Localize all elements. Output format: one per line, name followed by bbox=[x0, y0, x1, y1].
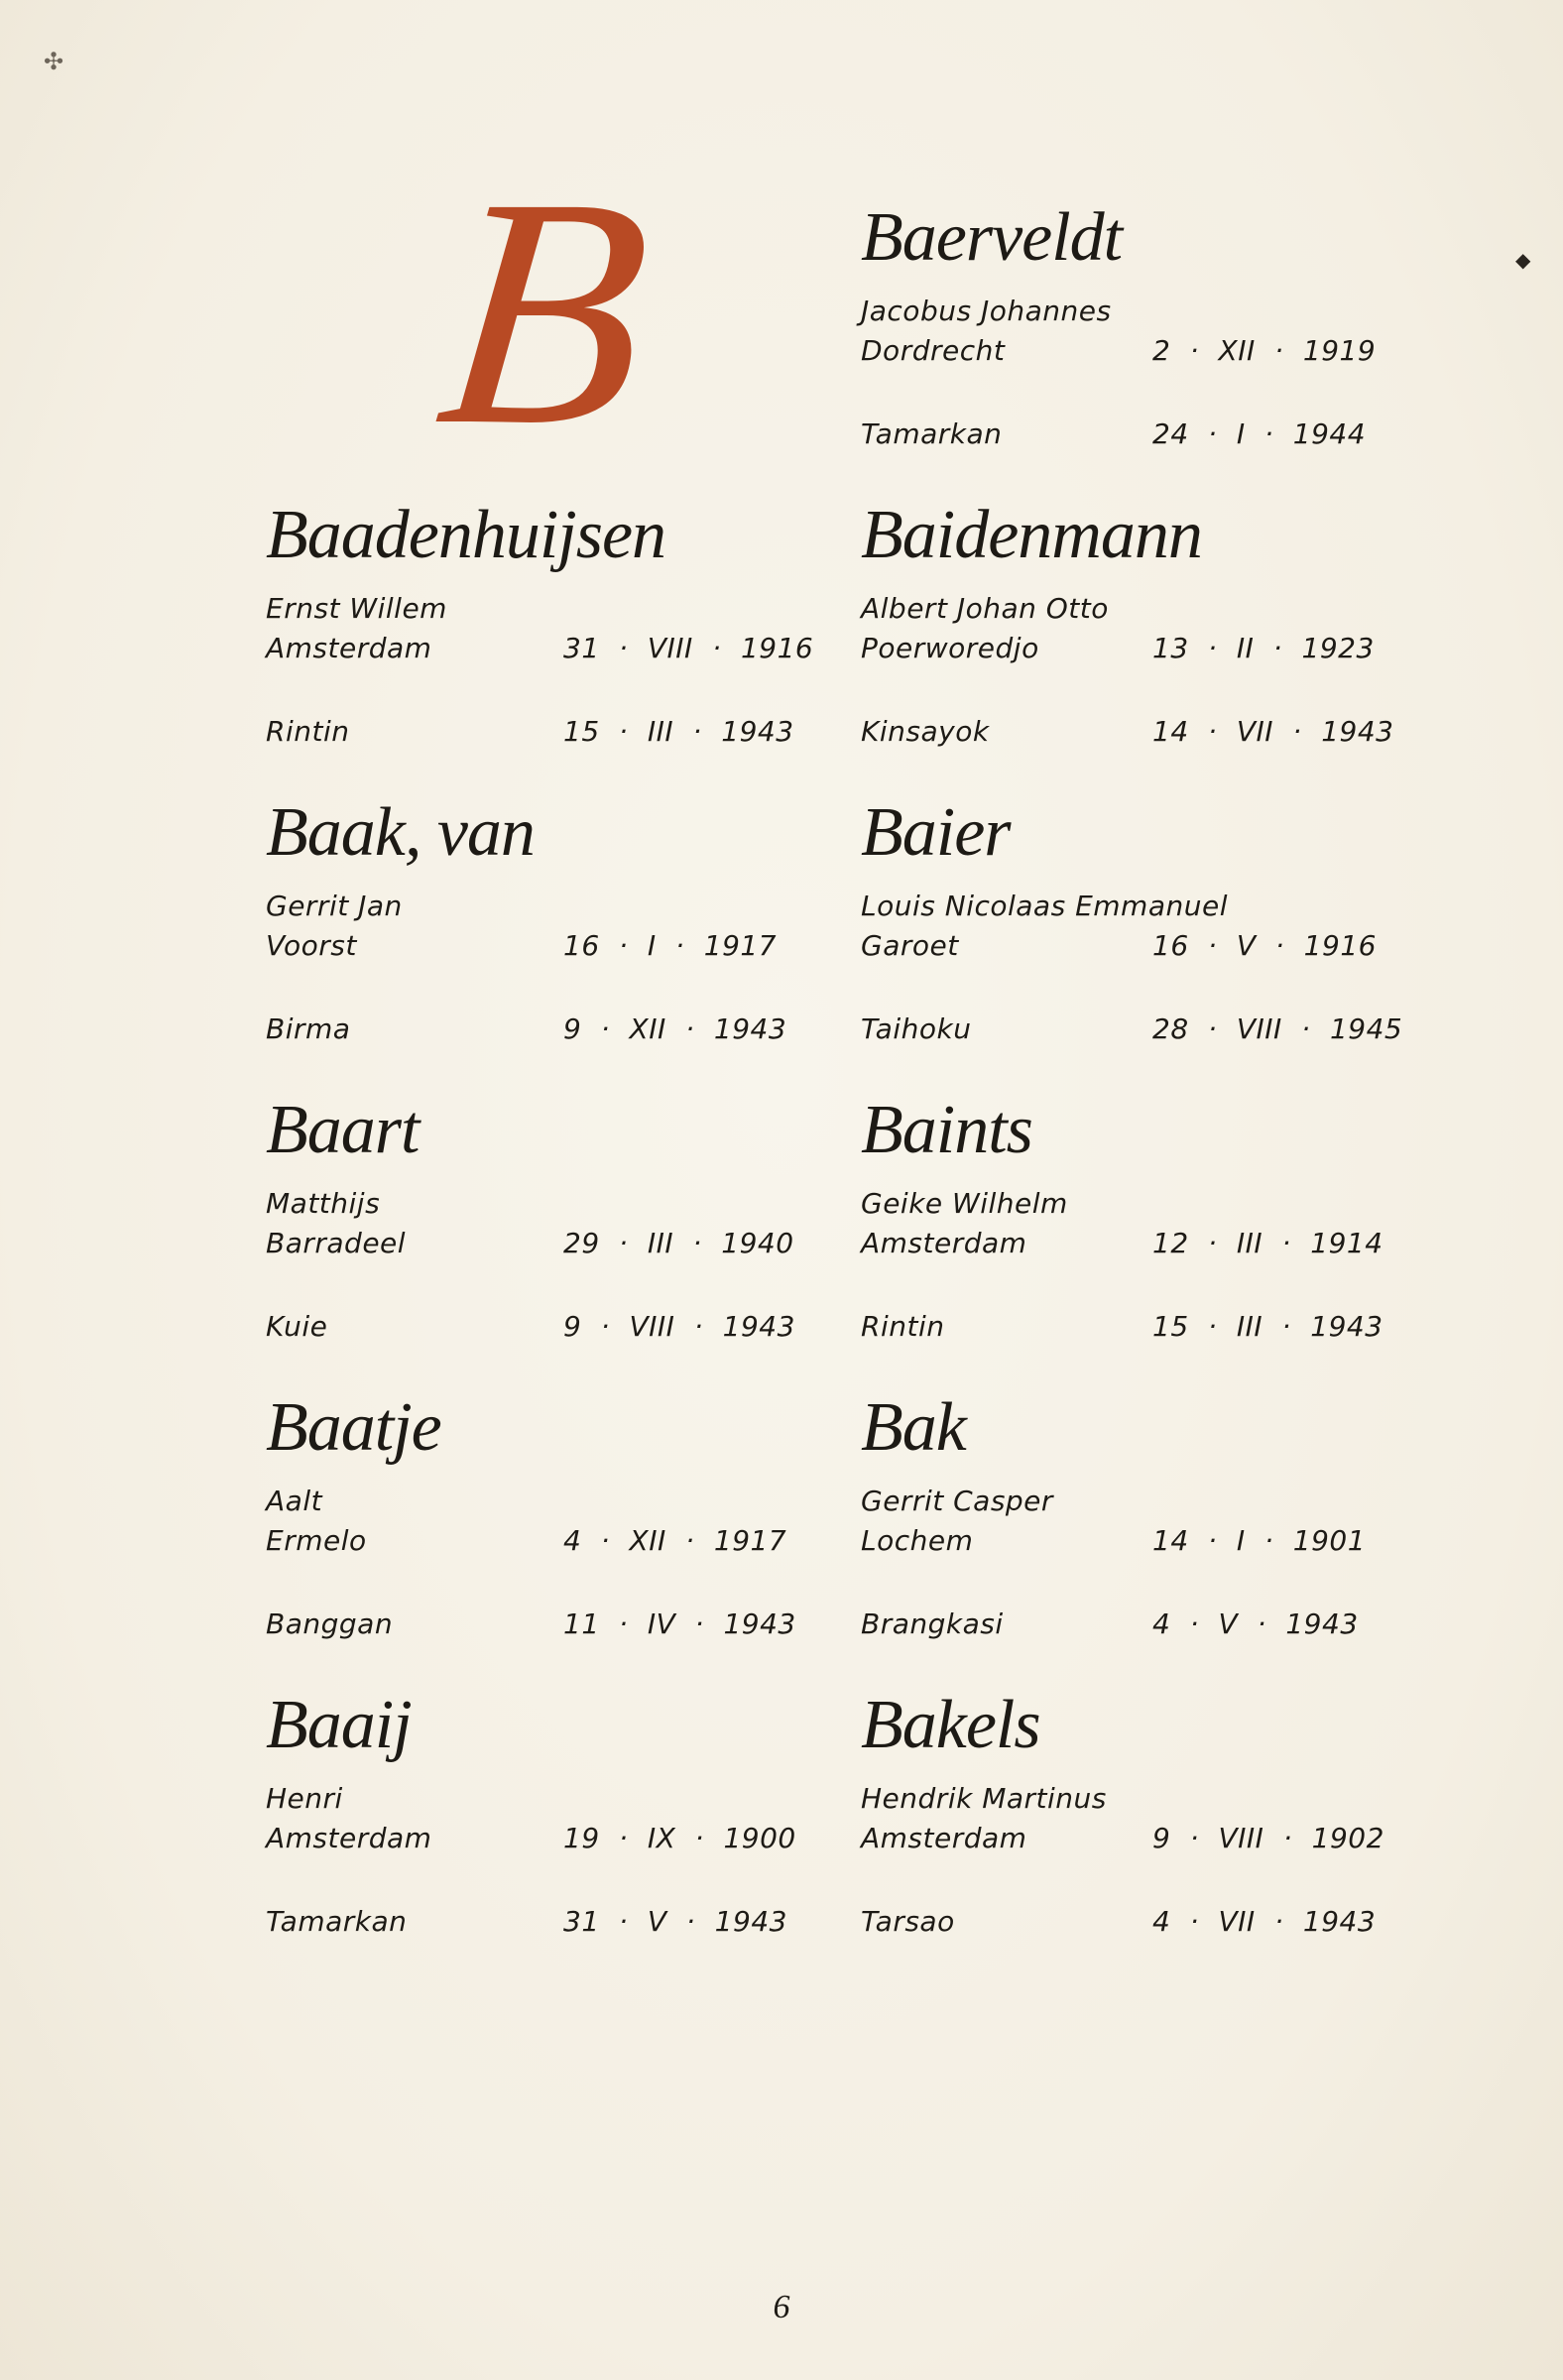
death-place: Taihoku bbox=[861, 1012, 972, 1045]
ink-mark: ◆ bbox=[1515, 250, 1531, 272]
entry bbox=[266, 793, 821, 1049]
birth-line bbox=[266, 1224, 821, 1263]
entry bbox=[861, 198, 1416, 454]
birth-line bbox=[266, 1521, 821, 1561]
birthplace: Barradeel bbox=[266, 1227, 407, 1259]
birth-line bbox=[861, 331, 1416, 371]
given-name-text: Albert Johan Otto bbox=[861, 592, 1109, 625]
birth-line bbox=[861, 1819, 1416, 1858]
death-line bbox=[861, 712, 1416, 752]
birthplace: Dordrecht bbox=[861, 334, 1006, 367]
birthdate: 29 · III · 1940 bbox=[563, 1227, 794, 1259]
birth-line bbox=[266, 629, 821, 668]
given-names bbox=[266, 887, 821, 926]
death-place: Rintin bbox=[861, 1310, 945, 1343]
death-place: Tarsao bbox=[861, 1905, 955, 1938]
birthplace: Amsterdam bbox=[266, 1822, 432, 1854]
birthdate: 19 · IX · 1900 bbox=[563, 1822, 796, 1854]
given-names bbox=[861, 1779, 1416, 1819]
death-place: Kuie bbox=[266, 1310, 328, 1343]
paper-speck: ✣ bbox=[44, 50, 64, 75]
death-date: 4 · V · 1943 bbox=[1152, 1607, 1359, 1640]
death-line bbox=[266, 1010, 821, 1049]
death-line bbox=[266, 1902, 821, 1942]
birthdate: 12 · III · 1914 bbox=[1152, 1227, 1383, 1259]
given-names bbox=[861, 1184, 1416, 1224]
birthplace: Garoet bbox=[861, 929, 959, 962]
birthplace: Amsterdam bbox=[266, 632, 432, 664]
given-name-text: Jacobus Johannes bbox=[861, 295, 1112, 327]
page-number: 6 bbox=[773, 2289, 790, 2325]
given-names bbox=[861, 292, 1416, 331]
given-name-text: Geike Wilhelm bbox=[861, 1187, 1068, 1220]
death-line bbox=[266, 712, 821, 752]
death-line bbox=[266, 1605, 821, 1644]
birth-line bbox=[861, 926, 1416, 966]
birth-line bbox=[266, 926, 821, 966]
entry bbox=[861, 496, 1416, 752]
entry bbox=[861, 1686, 1416, 1942]
death-line bbox=[861, 1605, 1416, 1644]
surname: Baints bbox=[861, 1092, 1032, 1168]
given-name-text: Aalt bbox=[266, 1485, 323, 1517]
birthdate: 16 · V · 1916 bbox=[1152, 929, 1377, 962]
death-date: 28 · VIII · 1945 bbox=[1152, 1012, 1403, 1045]
surname: Baaij bbox=[266, 1687, 412, 1763]
death-date: 9 · XII · 1943 bbox=[563, 1012, 787, 1045]
entry bbox=[861, 1388, 1416, 1644]
given-name-text: Gerrit Casper bbox=[861, 1485, 1053, 1517]
death-line bbox=[861, 415, 1416, 454]
birth-line bbox=[861, 1521, 1416, 1561]
death-line bbox=[266, 1307, 821, 1347]
death-date: 9 · VIII · 1943 bbox=[563, 1310, 795, 1343]
death-line bbox=[861, 1010, 1416, 1049]
birth-line bbox=[861, 629, 1416, 668]
given-names bbox=[861, 589, 1416, 629]
birthplace: Ermelo bbox=[266, 1524, 367, 1557]
death-line bbox=[861, 1307, 1416, 1347]
given-names bbox=[266, 1482, 821, 1521]
surname: Baerveldt bbox=[861, 199, 1123, 276]
surname: Bak bbox=[861, 1389, 966, 1466]
given-names bbox=[861, 1482, 1416, 1521]
birth-line bbox=[266, 1819, 821, 1858]
death-date: 31 · V · 1943 bbox=[563, 1905, 787, 1938]
given-name-text: Matthijs bbox=[266, 1187, 381, 1220]
death-line bbox=[861, 1902, 1416, 1942]
given-names bbox=[266, 1779, 821, 1819]
birthdate: 4 · XII · 1917 bbox=[563, 1524, 787, 1557]
birthdate: 2 · XII · 1919 bbox=[1152, 334, 1377, 367]
birthdate: 9 · VIII · 1902 bbox=[1152, 1822, 1384, 1854]
death-place: Birma bbox=[266, 1012, 351, 1045]
entry bbox=[266, 496, 821, 752]
death-place: Rintin bbox=[266, 715, 350, 748]
death-place: Tamarkan bbox=[266, 1905, 408, 1938]
death-date: 15 · III · 1943 bbox=[563, 715, 794, 748]
entry bbox=[861, 1091, 1416, 1347]
death-date: 15 · III · 1943 bbox=[1152, 1310, 1383, 1343]
given-name-text: Gerrit Jan bbox=[266, 890, 403, 922]
given-name-text: Ernst Willem bbox=[266, 592, 447, 625]
birthdate: 31 · VIII · 1916 bbox=[563, 632, 814, 664]
birthplace: Amsterdam bbox=[861, 1227, 1027, 1259]
surname: Baidenmann bbox=[861, 497, 1202, 573]
birthplace: Poerworedjo bbox=[861, 632, 1039, 664]
death-date: 24 · I · 1944 bbox=[1152, 417, 1367, 450]
surname: Baatje bbox=[266, 1389, 441, 1466]
entry bbox=[861, 793, 1416, 1049]
entry bbox=[266, 1686, 821, 1942]
surname: Baart bbox=[266, 1092, 420, 1168]
surname: Baadenhuijsen bbox=[266, 497, 666, 573]
given-name-text: Louis Nicolaas Emmanuel bbox=[861, 890, 1228, 922]
death-place: Banggan bbox=[266, 1607, 394, 1640]
surname: Baak, van bbox=[266, 794, 535, 871]
entry bbox=[266, 1388, 821, 1644]
entry bbox=[266, 1091, 821, 1347]
surname: Bakels bbox=[861, 1687, 1040, 1763]
birthdate: 16 · I · 1917 bbox=[563, 929, 778, 962]
given-name-text: Hendrik Martinus bbox=[861, 1782, 1107, 1815]
death-date: 4 · VII · 1943 bbox=[1152, 1905, 1377, 1938]
death-place: Tamarkan bbox=[861, 417, 1003, 450]
death-date: 14 · VII · 1943 bbox=[1152, 715, 1394, 748]
given-names bbox=[266, 1184, 821, 1224]
initial-letter: B bbox=[424, 131, 663, 493]
birthplace: Voorst bbox=[266, 929, 357, 962]
given-names bbox=[861, 887, 1416, 926]
birthplace: Lochem bbox=[861, 1524, 974, 1557]
given-names bbox=[266, 589, 821, 629]
death-place: Kinsayok bbox=[861, 715, 990, 748]
birthdate: 13 · II · 1923 bbox=[1152, 632, 1375, 664]
birth-line bbox=[861, 1224, 1416, 1263]
birthdate: 14 · I · 1901 bbox=[1152, 1524, 1367, 1557]
birthplace: Amsterdam bbox=[861, 1822, 1027, 1854]
death-place: Brangkasi bbox=[861, 1607, 1004, 1640]
death-date: 11 · IV · 1943 bbox=[563, 1607, 796, 1640]
surname: Baier bbox=[861, 794, 1011, 871]
given-name-text: Henri bbox=[266, 1782, 343, 1815]
